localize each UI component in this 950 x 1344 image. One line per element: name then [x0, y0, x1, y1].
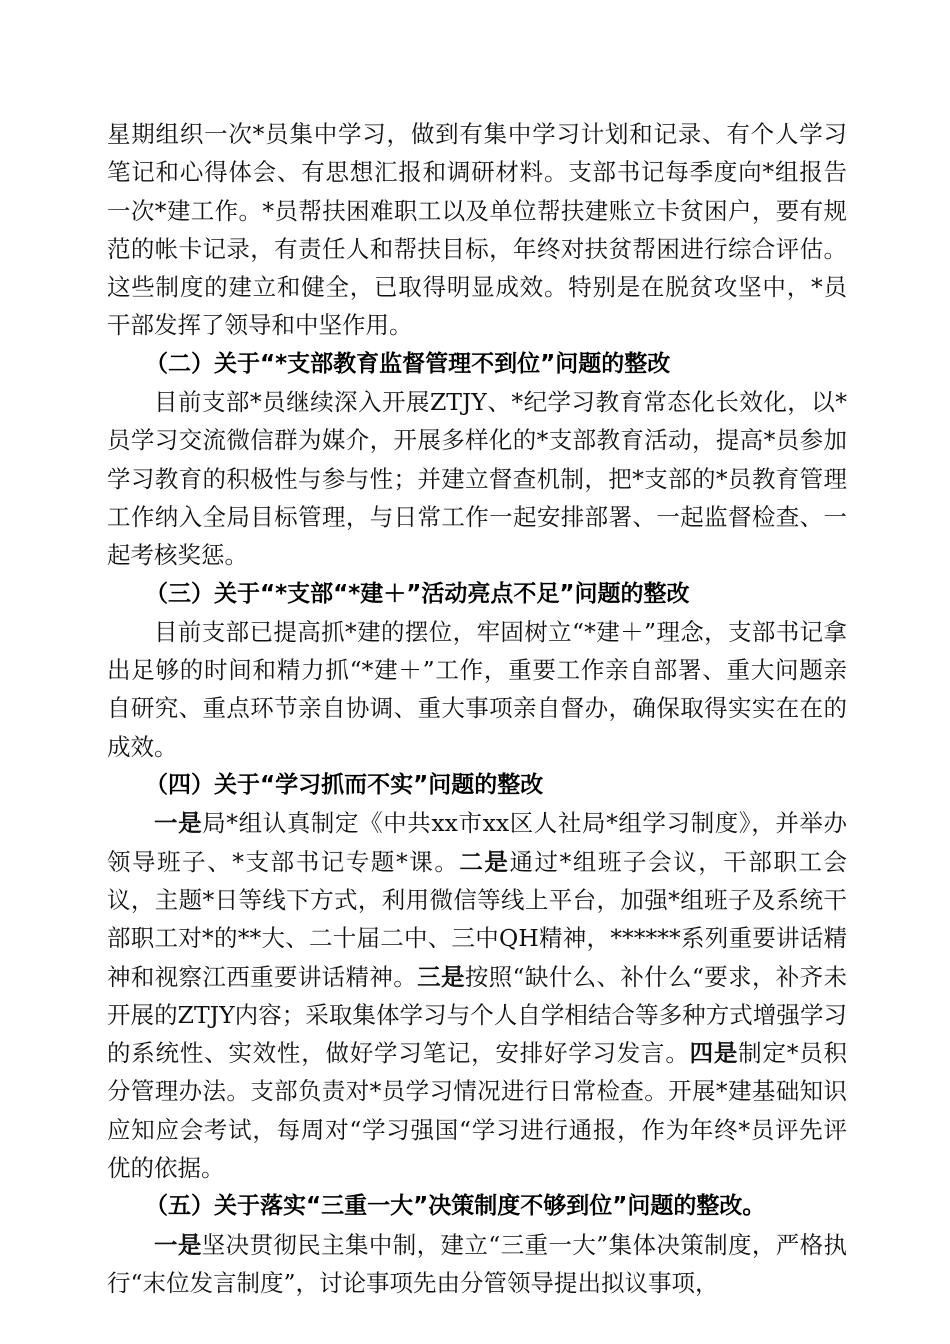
paragraph-section-3: 目前支部已提高抓*建的摆位，牢固树立“*建＋”理念，支部书记拿出足够的时间和精力抓“*建＋”工作，重要工作亲自部署、重大问题亲自研究、重点环节亲自协调、重大事项亲自督办，确保取得实实在在的成效。 — [107, 617, 847, 761]
lead-phrase: 二是 — [459, 847, 510, 876]
section-heading-2: （二）关于“*支部教育监督管理不到位”问题的整改 — [145, 350, 671, 377]
paragraph-continued: 星期组织一次*员集中学习，做到有集中学习计划和记录、有个人学习笔记和心得体会、有思想汇报和调研材料。支部书记每季度向*组报告一次*建工作。*员帮扶困难职工以及单位帮扶建账立卡贫困户，要有规范的帐卡记录，有责任人和帮扶目标，年终对扶贫帮困进行综合评估。这些制度的建立和健全，已取得明显成效。特别是在脱贫攻坚中，*员干部发挥了领导和中坚作用。 — [107, 120, 847, 340]
paragraph-section-2: 目前支部*员继续深入开展ZTJY、*纪学习教育常态化长效化，以*员学习交流微信群为媒介，开展多样化的*支部教育活动，提高*员参加学习教育的积极性与参与性；并建立督查机制，把*支部的*员教育管理工作纳入全局目标管理，与日常工作一起安排部署、一起监督检查、一起考核奖惩。 — [107, 388, 847, 570]
paragraph-text: 按照“缺什么、补什么“要求，补齐未开展的ZTJY内容；采取集体学习与个人自学相结合等多种方式增强学习的系统性、实效性，做好学习笔记，安排好学习发言。 — [107, 962, 848, 1068]
paragraph-text: 制定*员积分管理办法。支部负责对*员学习情况进行日常检查。开展*建基础知识应知应会考试，每周对“学习强国“学习进行通报，作为年终*员评先评优的依据。 — [107, 1039, 848, 1183]
lead-phrase: 三是 — [417, 962, 465, 991]
section-heading-3: （三）关于“*支部“*建＋”活动亮点不足”问题的整改 — [145, 580, 690, 607]
paragraph-section-5 — [107, 1226, 847, 1303]
paragraph-text: 局*组认真制定《中共xx市xx区人社局*组学习制度》，并举办领导班子、*支部书记专题*课。 — [107, 809, 848, 876]
paragraph-section-4 — [107, 804, 847, 1187]
lead-phrase: 一是 — [154, 1230, 202, 1259]
section-heading-5: （五）关于落实“三重一大”决策制度不够到位”问题的整改。 — [145, 1193, 766, 1220]
section-heading-4: （四）关于“学习抓而不实”问题的整改 — [145, 772, 544, 799]
paragraph-text: 通过*组班子会议，干部职工会议，主题*日等线下方式，利用微信等线上平台，加强*组班子及系统干部职工对*的**大、二十届二中、三中QH精神，******系列重要讲话精神和视察江西重要讲话精神。 — [107, 847, 848, 991]
lead-phrase: 一是 — [154, 809, 203, 838]
document-body — [107, 115, 847, 1302]
paragraph-text: 坚决贯彻民主集中制，建立“三重一大”集体决策制度，严格执行“末位发言制度”，讨论事项先由分管领导提出拟议事项， — [107, 1230, 848, 1297]
lead-phrase: 四是 — [689, 1039, 739, 1068]
